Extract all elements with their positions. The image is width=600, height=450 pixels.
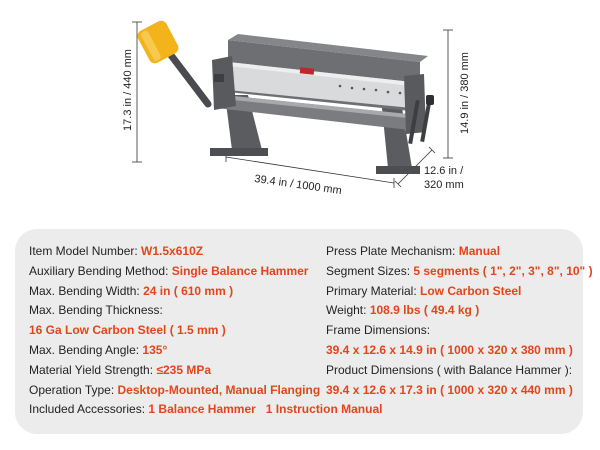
depth-millimeters: 320 mm	[424, 179, 464, 191]
depth-inches: 12.6 in /	[424, 165, 464, 177]
spec-product-dimensions-value: 39.4 x 12.6 x 17.3 in ( 1000 x 320 x 440 mm )	[326, 382, 573, 397]
specifications-card	[15, 229, 593, 434]
specs-right-column	[326, 242, 593, 400]
spec-frame-dimensions-label: Frame Dimensions:	[326, 323, 431, 338]
balance-hammer	[135, 19, 208, 104]
spec-material-yield-strength: Material Yield Strength: ≤235 MPa	[29, 362, 212, 377]
frame-height-dimension-label: 14.9 in / 380 mm	[459, 52, 471, 134]
spec-max-bending-thickness-label: Max. Bending Thickness:	[29, 303, 163, 318]
spec-weight: Weight: 108.9 lbs ( 49.4 kg )	[326, 303, 480, 318]
spec-press-plate-mechanism: Press Plate Mechanism: Manual	[326, 244, 501, 258]
depth-dimension-label	[424, 164, 464, 192]
spec-frame-dimensions-value: 39.4 x 12.6 x 14.9 in ( 1000 x 320 x 380 mm )	[326, 342, 573, 357]
spec-auxiliary-bending-method: Auxiliary Bending Method: Single Balance Hammer	[29, 263, 309, 278]
spec-segment-sizes: Segment Sizes: 5 segments ( 1", 2", 3", 8", 10" )	[326, 263, 593, 278]
spec-max-bending-angle: Max. Bending Angle: 135°	[29, 342, 168, 357]
spec-model-number: Item Model Number: W1.5x610Z	[29, 244, 204, 258]
spec-product-dimensions-label: Product Dimensions ( with Balance Hammer ):	[326, 362, 573, 377]
spec-max-bending-thickness-value: 16 Ga Low Carbon Steel ( 1.5 mm )	[29, 323, 226, 338]
spec-operation-type: Operation Type: Desktop-Mounted, Manual Flanging	[29, 382, 321, 397]
spec-primary-material: Primary Material: Low Carbon Steel	[326, 283, 522, 298]
width-dimension-label: 39.4 in / 1000 mm	[253, 172, 343, 198]
spec-included-accessories: Included Accessories: 1 Balance Hammer 1 Instruction Manual	[29, 402, 383, 417]
spec-max-bending-width: Max. Bending Width: 24 in ( 610 mm )	[29, 283, 234, 298]
height-dimension-label: 17.3 in / 440 mm	[122, 49, 134, 131]
